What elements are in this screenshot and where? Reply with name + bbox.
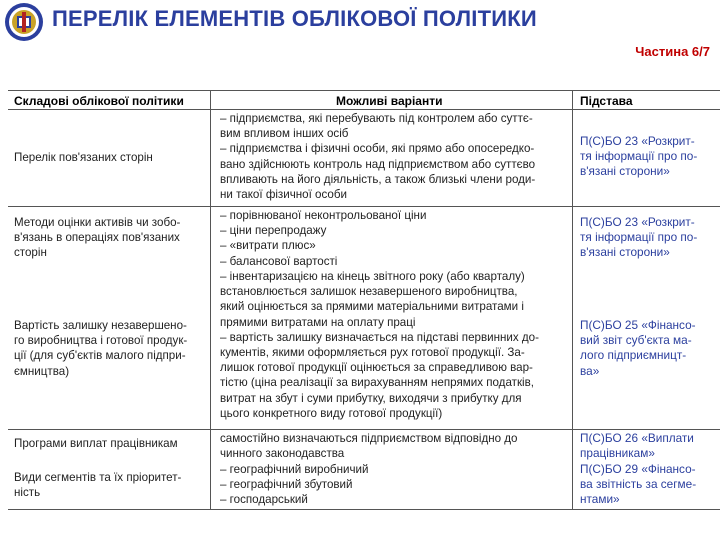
table-cell-component: Методи оцінки активів чи зобо- в'язань в операціях пов'язаних сторін xyxy=(14,216,181,260)
table-cell-options: – підприємства, які перебувають під контролем або суттє- вим впливом інших осіб – підприємства і фізичні особи, які прямо або опосередко- вано здійснюють контроль над підприємством або суттєво впливають на його діяльність, а також близькі члени роди- ни такої фізичної особи xyxy=(220,112,536,202)
table-cell-component: Вартість залишку незавершено- го виробництва і готової продук- ції (для суб'єктів малого підпри- ємництва) xyxy=(14,319,188,378)
column-divider xyxy=(210,91,211,509)
table-cell-options: – порівнюваної неконтрольованої ціни – ціни перепродажу – «витрати плюс» – балансової вартості xyxy=(220,209,427,268)
table-cell-basis: П(С)БО 26 «Виплати працівникам» xyxy=(580,431,694,461)
row-divider xyxy=(8,206,720,207)
column-header-basis: Підстава xyxy=(580,94,633,108)
page-title: ПЕРЕЛІК ЕЛЕМЕНТІВ ОБЛІКОВОЇ ПОЛІТИКИ xyxy=(52,6,537,31)
table-cell-basis: П(С)БО 23 «Розкрит- тя інформації про по- в'язані сторони» xyxy=(580,134,698,179)
part-indicator: Частина 6/7 xyxy=(635,44,710,59)
row-divider xyxy=(8,109,720,110)
row-divider xyxy=(8,90,720,91)
table-cell-basis: П(С)БО 25 «Фінансо- вий звіт суб'єкта ма- лого підприємницт- ва» xyxy=(580,318,696,378)
column-header-options: Можливі варіанти xyxy=(336,94,443,108)
university-emblem-icon xyxy=(4,2,44,42)
column-header-component: Складові облікової політики xyxy=(14,94,184,108)
table-cell-options: самостійно визначаються підприємством відповідно до чинного законодавства xyxy=(220,432,518,461)
table-cell-component: Програми виплат працівникам xyxy=(14,437,178,450)
row-divider xyxy=(8,429,720,430)
table-cell-options: – інвентаризацією на кінець звітного року (або кварталу) встановлюється залишок незавершеного виробництва, який оцінюється за прямими матеріальними витратами і прямими витратами на оплату праці – вартість залишку визначається на підставі первинних до- кументів, якими оформляється рух готової продукції. За- лишок готової продукції оцінюється за справедливою вар- тістю (ціна реалізації за вирахуванням непрямих податків, витрат на збут і суми прибутку, виходячи з прибутку для цього конкретного виду готової продукції) xyxy=(220,270,539,420)
table-cell-component: Перелік пов'язаних сторін xyxy=(14,151,153,164)
table-cell-basis: П(С)БО 23 «Розкрит- тя інформації про по- в'язані сторони» xyxy=(580,215,698,260)
table-cell-options: – географічний виробничий – географічний збутовий – господарський xyxy=(220,463,369,507)
table-cell-component: Види сегментів та їх пріоритет- ність xyxy=(14,471,182,500)
table-cell-basis: П(С)БО 29 «Фінансо- ва звітність за сегме- нтами» xyxy=(580,462,697,507)
row-divider xyxy=(8,509,720,510)
column-divider xyxy=(572,91,573,509)
